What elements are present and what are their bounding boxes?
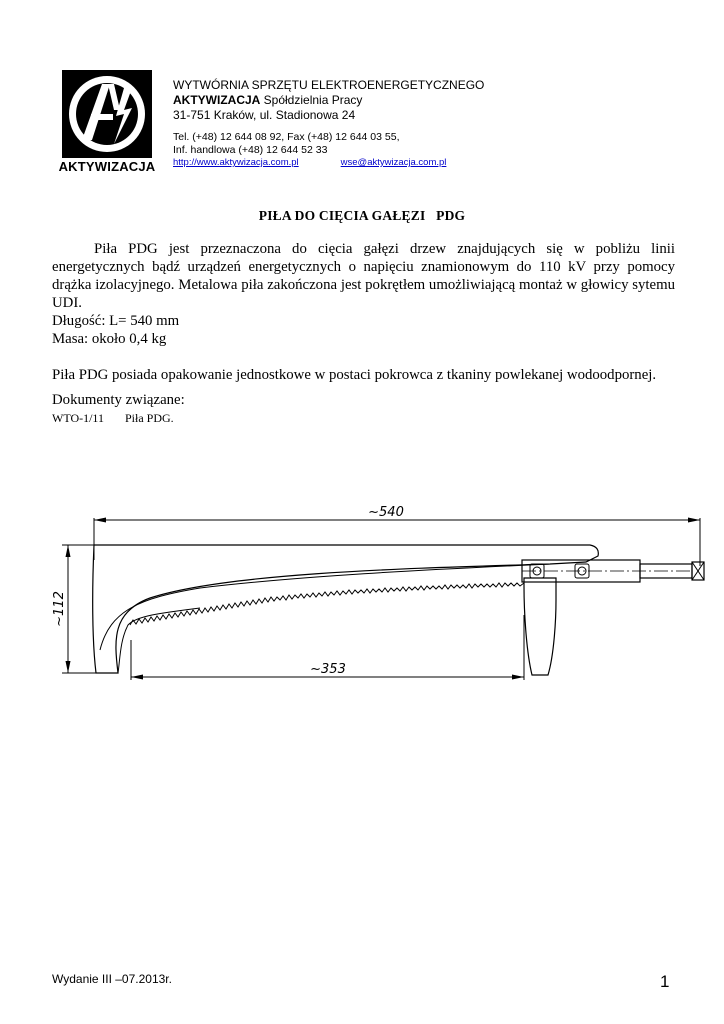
- website-link[interactable]: http://www.aktywizacja.com.pl: [173, 157, 299, 168]
- company-address: 31-751 Kraków, ul. Stadionowa 24: [173, 108, 356, 122]
- links-line: [173, 156, 446, 170]
- related-documents-heading: Dokumenty związane:: [52, 392, 185, 408]
- length-spec: Długość: L= 540 mm: [52, 313, 180, 329]
- lightning-a-icon: [62, 70, 152, 158]
- saw-technical-drawing: [0, 490, 724, 690]
- related-document-entry: [52, 411, 174, 426]
- email-link[interactable]: wse@aktywizacja.com.pl: [340, 157, 447, 168]
- company-name-bold: AKTYWIZACJA: [173, 93, 261, 107]
- registered-mark: ®: [141, 72, 148, 82]
- packaging-paragraph: Piła PDG posiada opakowanie jednostkowe w postaci pokrowca z tkaniny powlekanej wodoodpornej.: [52, 367, 657, 383]
- dim-label-total: ~540: [368, 505, 404, 520]
- page-number: 1: [660, 972, 670, 991]
- company-logo: [52, 70, 162, 176]
- sales-line: Inf. handlowa (+48) 12 644 52 33: [173, 143, 328, 156]
- company-header: [173, 78, 484, 123]
- saw-teeth: [130, 583, 524, 625]
- dim-label-blade: ~353: [310, 662, 346, 677]
- saw-handle-heel: [524, 578, 556, 675]
- description-paragraph: Piła PDG jest przeznaczona do cięcia gałęzi drzew znajdujących się w pobliżu linii energetycznych bądź urządzeń energetycznych o napięciu znamionowym do 110 kV przy pomocy drążka izolacyjnego. Metalowa piła zakończona jest pokrętłem umożliwiającą montaż w głowicy sytemu UDI.: [52, 241, 675, 311]
- company-line: WYTWÓRNIA SPRZĘTU ELEKTROENERGETYCZNEGO: [173, 78, 485, 92]
- company-name: [173, 93, 484, 108]
- phone-line: Tel. (+48) 12 644 08 92, Fax (+48) 12 644 03 55,: [173, 131, 400, 143]
- document-name: Piła PDG.: [125, 411, 174, 425]
- mass-spec: Masa: około 0,4 kg: [52, 331, 167, 347]
- logo-wordmark: AKTYWIZACJA: [58, 159, 156, 174]
- logo-emblem: [62, 70, 152, 158]
- dim-label-height: ~112: [52, 591, 67, 627]
- company-name-rest: Spółdzielnia Pracy: [260, 93, 363, 107]
- document-body: [52, 240, 675, 384]
- document-code: WTO-1/11: [52, 411, 104, 425]
- edition-note: Wydanie III –07.2013r.: [52, 972, 172, 986]
- company-contact: [173, 131, 446, 170]
- document-title: PIŁA DO CIĘCIA GAŁĘZI PDG: [258, 208, 466, 223]
